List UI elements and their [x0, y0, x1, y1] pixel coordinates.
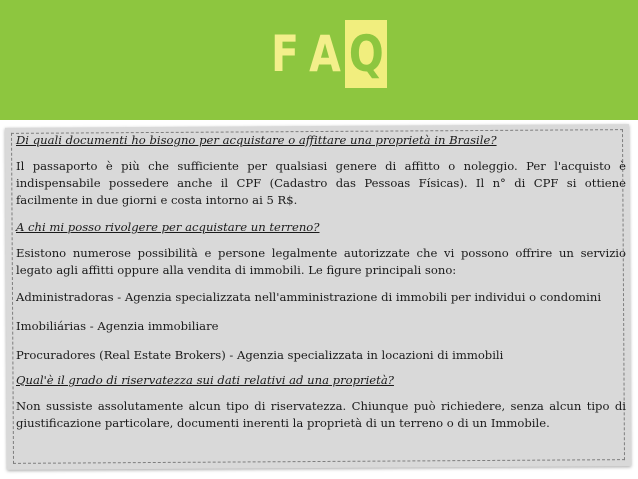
faq-item-procuradores: Procuradores (Real Estate Brokers) - Agenzia specializzata in locazioni di immobili [16, 348, 504, 362]
faq-title [265, 20, 387, 88]
faq-letter-q: Q [348, 25, 384, 83]
faq-letter-f: F [270, 25, 300, 83]
faq-question-3: Qual'è il grado di riservatezza sui dati relativi ad una proprietà? [16, 373, 394, 387]
faq-item-administradoras: Administradoras - Agenzia specializzata nell'amministrazione di immobili per individui o condomini [16, 290, 602, 304]
faq-letter-q-highlight [345, 20, 387, 88]
faq-letter-a: A [309, 25, 341, 83]
faq-item-imobiliarias: Imobiliárias - Agenzia immobiliare [16, 319, 219, 333]
faq-answer-2: Esistono numerose possibilità e persone legalmente autorizzate che vi possono offrire un servizio legato agli affitti oppure alla vendita di immobili. Le figure principali sono: [16, 246, 626, 277]
faq-content [16, 132, 626, 442]
faq-question-1: Di quali documenti ho bisogno per acquistare o affittare una proprietà in Brasile? [16, 133, 497, 147]
faq-answer-3: Non sussiste assolutamente alcun tipo di riservatezza. Chiunque può richiedere, senza alcun tipo di giustificazione particolare, documenti inerenti la proprietà di un terreno o di un Immobile. [16, 399, 626, 430]
faq-answer-1: Il passaporto è più che sufficiente per qualsiasi genere di affitto o noleggio. Per l'acquisto è indispensabile possedere anche il CPF (Cadastro das Pessoas Físicas). Il n° di CPF si ottiene facilmente in due giorni e costa intorno ai 5 R$. [16, 159, 626, 207]
faq-question-2: A chi mi posso rivolgere per acquistare un terreno? [16, 220, 320, 234]
